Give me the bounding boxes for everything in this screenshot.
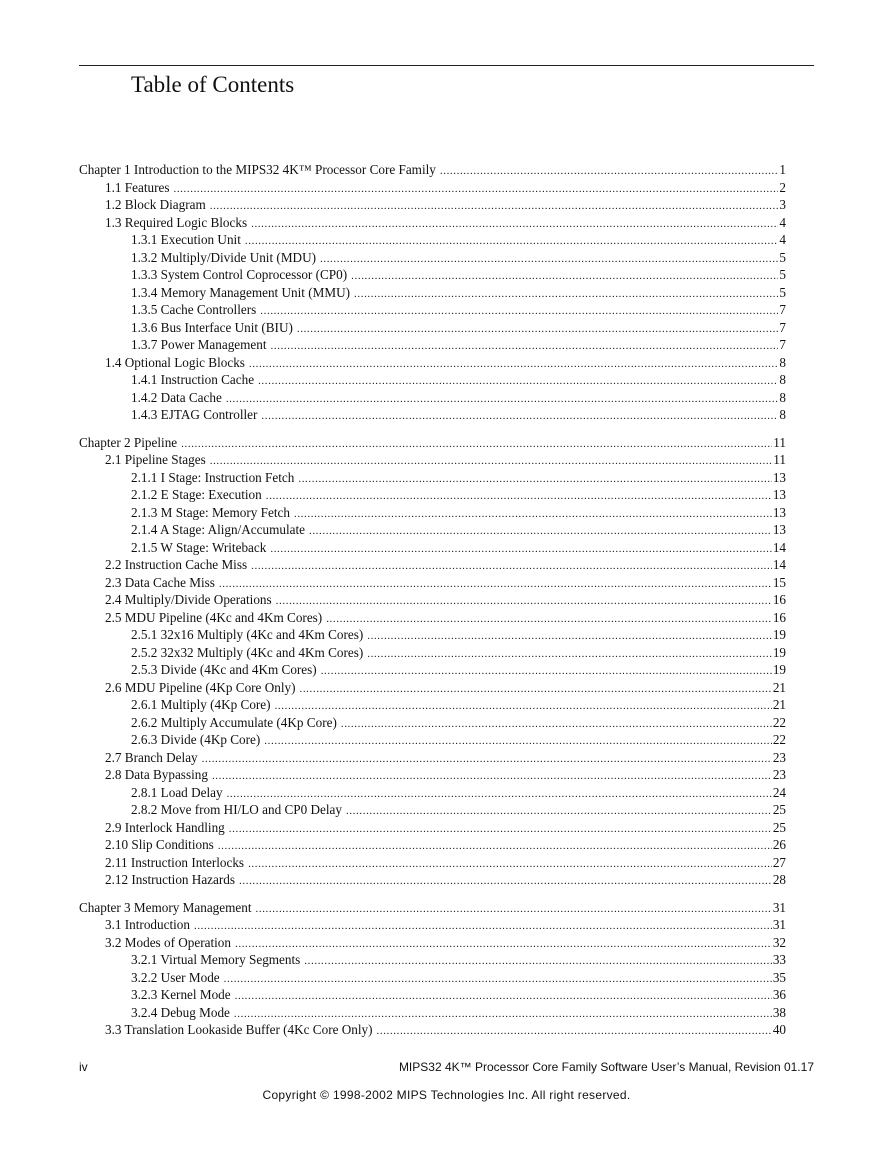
toc-entry-page: 13	[772, 487, 786, 502]
toc-section-entry[interactable]	[79, 504, 786, 522]
toc-entry-page: 21	[772, 679, 786, 695]
toc-entry-page: 25	[772, 802, 786, 817]
toc-dot-leader	[351, 268, 778, 286]
toc-section-entry[interactable]	[79, 836, 786, 854]
toc-entry-page: 8	[779, 389, 786, 405]
toc-section-entry[interactable]	[79, 1004, 786, 1022]
toc-section-entry[interactable]	[79, 801, 786, 819]
toc-entry-page: 14	[772, 539, 786, 555]
toc-entry-title: 1.3.5 Cache Controllers	[131, 302, 257, 317]
toc-entry-page: 11	[773, 452, 786, 467]
toc-entry-page: 24	[772, 784, 786, 800]
toc-entry-page: 33	[772, 952, 786, 967]
toc-dot-leader	[321, 663, 772, 681]
toc-dot-leader	[271, 338, 779, 356]
toc-entry-title: 2.7 Branch Delay	[105, 749, 198, 765]
toc-section-entry[interactable]	[79, 696, 786, 714]
toc-section-entry[interactable]	[79, 731, 786, 749]
toc-entry-title: 2.1.5 W Stage: Writeback	[131, 539, 267, 555]
toc-dot-leader	[264, 733, 772, 751]
toc-entry-page: 27	[772, 854, 786, 870]
toc-dot-leader	[297, 321, 779, 339]
toc-entry-title: 3.2.2 User Mode	[131, 969, 220, 985]
toc-dot-leader	[251, 216, 778, 234]
toc-entry-title: 1.3.7 Power Management	[131, 337, 267, 352]
toc-section-entry[interactable]	[79, 766, 786, 784]
toc-section-entry[interactable]	[79, 951, 786, 969]
toc-entry-title: 3.2.3 Kernel Mode	[131, 987, 231, 1002]
toc-entry-page: 3	[779, 197, 786, 212]
toc-dot-leader	[440, 163, 779, 181]
toc-entry-title: 1.4.1 Instruction Cache	[131, 372, 255, 387]
toc-section-entry[interactable]	[79, 354, 786, 372]
toc-dot-leader	[261, 408, 778, 426]
toc-section-entry[interactable]	[79, 934, 786, 952]
toc-entry-title: 2.10 Slip Conditions	[105, 837, 214, 852]
toc-entry-title: Chapter 2 Pipeline	[79, 434, 178, 450]
toc-entry-page: 13	[772, 522, 786, 537]
toc-section-entry[interactable]	[79, 969, 786, 987]
toc-entry-page: 1	[779, 162, 786, 177]
toc-entry-title: 2.1.4 A Stage: Align/Accumulate	[131, 522, 305, 537]
toc-entry-page: 8	[779, 354, 786, 370]
toc-section-entry[interactable]	[79, 819, 786, 837]
toc-dot-leader	[256, 901, 772, 919]
toc-entry-page: 8	[779, 407, 786, 422]
toc-section-entry[interactable]	[79, 539, 786, 557]
toc-entry-title: Chapter 1 Introduction to the MIPS32 4K™ Processor Core Family	[79, 162, 436, 177]
toc-dot-leader	[341, 716, 772, 734]
toc-entry-page: 26	[772, 837, 786, 852]
toc-dot-leader	[239, 873, 772, 891]
toc-section-entry[interactable]	[79, 679, 786, 697]
toc-chapter-entry[interactable]	[79, 434, 786, 452]
toc-dot-leader	[258, 373, 778, 391]
toc-entry-page: 19	[772, 662, 786, 677]
toc-entry-title: 3.1 Introduction	[105, 917, 190, 932]
toc-dot-leader	[229, 821, 772, 839]
toc-entry-title: 2.3 Data Cache Miss	[105, 574, 215, 590]
toc-entry-title: 2.1 Pipeline Stages	[105, 452, 206, 467]
toc-section-entry[interactable]	[79, 336, 786, 354]
toc-entry-page: 5	[779, 249, 786, 265]
toc-entry-title: 2.12 Instruction Hazards	[105, 872, 236, 887]
toc-entry-page: 22	[772, 714, 786, 730]
toc-dot-leader	[245, 233, 779, 251]
toc-section-entry[interactable]	[79, 214, 786, 232]
toc-dot-leader	[377, 1023, 772, 1041]
toc-entry-title: 1.3 Required Logic Blocks	[105, 214, 248, 230]
toc-entry-page: 5	[779, 284, 786, 300]
toc-section-entry[interactable]	[79, 556, 786, 574]
toc-dot-leader	[326, 611, 772, 629]
toc-dot-leader	[276, 593, 772, 611]
toc-section-entry[interactable]	[79, 591, 786, 609]
toc-entry-title: 1.3.2 Multiply/Divide Unit (MDU)	[131, 249, 316, 265]
toc-dot-leader	[235, 936, 772, 954]
toc-section-entry[interactable]	[79, 249, 786, 267]
toc-dot-leader	[346, 803, 772, 821]
toc-entry-page: 16	[772, 592, 786, 607]
footer-manual-title: MIPS32 4K™ Processor Core Family Software User’s Manual, Revision 01.17	[398, 1060, 814, 1074]
toc-dot-leader	[294, 506, 772, 524]
toc-entry-page: 4	[779, 214, 786, 230]
toc-entry-title: 2.6.3 Divide (4Kp Core)	[131, 732, 261, 747]
toc-section-entry[interactable]	[79, 389, 786, 407]
toc-dot-leader	[248, 856, 772, 874]
toc-section-entry[interactable]	[79, 986, 786, 1004]
toc-entry-page: 40	[772, 1022, 786, 1037]
toc-dot-leader	[270, 541, 771, 559]
toc-entry-title: Chapter 3 Memory Management	[79, 899, 252, 915]
toc-section-entry[interactable]	[79, 609, 786, 627]
toc-entry-title: 2.1.3 M Stage: Memory Fetch	[131, 504, 290, 520]
toc-entry-title: 1.2 Block Diagram	[105, 197, 206, 212]
toc-dot-leader	[210, 198, 779, 216]
toc-entry-title: 2.1.1 I Stage: Instruction Fetch	[131, 469, 295, 485]
toc-section-entry[interactable]	[79, 301, 786, 319]
toc-dot-leader	[309, 523, 772, 541]
toc-section-entry[interactable]	[79, 749, 786, 767]
toc-dot-leader	[226, 391, 779, 409]
toc-entry-title: 2.6.1 Multiply (4Kp Core)	[131, 697, 271, 712]
page-title: Table of Contents	[131, 72, 295, 97]
toc-entry-page: 23	[772, 749, 786, 765]
toc-entry-title: 1.4.2 Data Cache	[131, 389, 222, 405]
toc-dot-leader	[235, 988, 772, 1006]
toc-section-entry[interactable]	[79, 469, 786, 487]
toc-dot-leader	[367, 646, 772, 664]
toc-entry-page: 19	[772, 627, 786, 642]
toc-dot-leader	[266, 488, 772, 506]
toc-entry-title: 1.1 Features	[105, 179, 170, 195]
toc-entry-title: 1.4.3 EJTAG Controller	[131, 407, 258, 422]
toc-dot-leader	[299, 681, 771, 699]
toc-entry-title: 2.11 Instruction Interlocks	[105, 854, 245, 870]
toc-section-entry[interactable]	[79, 854, 786, 872]
toc-dot-leader	[320, 251, 778, 269]
footer-copyright: Copyright © 1998-2002 MIPS Technologies Inc. All right reserved.	[262, 1088, 631, 1102]
toc-entry-page: 4	[779, 232, 786, 247]
toc-dot-leader	[202, 751, 772, 769]
toc-section-entry[interactable]	[79, 916, 786, 934]
toc-dot-leader	[298, 471, 771, 489]
toc-entry-title: 2.8 Data Bypassing	[105, 767, 208, 782]
toc-section-entry[interactable]	[79, 371, 786, 389]
toc-section-entry[interactable]	[79, 644, 786, 662]
toc-entry-page: 14	[772, 557, 786, 572]
toc-entry-title: 3.2.1 Virtual Memory Segments	[131, 952, 301, 967]
toc-section-entry[interactable]	[79, 486, 786, 504]
toc-entry-page: 16	[772, 609, 786, 625]
toc-entry-page: 22	[772, 732, 786, 747]
toc-entry-page: 19	[772, 644, 786, 660]
toc-entry-page: 35	[772, 969, 786, 985]
toc-section-entry[interactable]	[79, 574, 786, 592]
footer-page-number: iv	[79, 1060, 88, 1074]
toc-section-entry[interactable]	[79, 319, 786, 337]
toc-section-entry[interactable]	[79, 284, 786, 302]
toc-entry-title: 2.6 MDU Pipeline (4Kp Core Only)	[105, 679, 296, 695]
toc-dot-leader	[194, 918, 772, 936]
toc-dot-leader	[304, 953, 772, 971]
toc-dot-leader	[173, 181, 778, 199]
toc-section-entry[interactable]	[79, 451, 786, 469]
toc-chapter-entry[interactable]	[79, 161, 786, 179]
toc-entry-title: 2.5 MDU Pipeline (4Kc and 4Km Cores)	[105, 609, 323, 625]
toc-entry-title: 3.2 Modes of Operation	[105, 934, 231, 950]
toc-entry-page: 2	[779, 179, 786, 195]
toc-entry-title: 2.5.1 32x16 Multiply (4Kc and 4Km Cores)	[131, 627, 364, 642]
toc-section-entry[interactable]	[79, 406, 786, 424]
toc-list	[79, 161, 786, 1039]
toc-entry-title: 1.3.3 System Control Coprocessor (CP0)	[131, 267, 348, 282]
toc-section-entry[interactable]	[79, 626, 786, 644]
toc-entry-title: 1.3.4 Memory Management Unit (MMU)	[131, 284, 351, 300]
toc-entry-title: 1.3.6 Bus Interface Unit (BIU)	[131, 319, 293, 335]
header-rule	[79, 65, 814, 66]
toc-entry-page: 23	[772, 767, 786, 782]
toc-dot-leader	[249, 356, 778, 374]
toc-section-entry[interactable]	[79, 714, 786, 732]
toc-entry-title: 2.4 Multiply/Divide Operations	[105, 592, 272, 607]
toc-entry-title: 2.8.2 Move from HI/LO and CP0 Delay	[131, 802, 342, 817]
toc-entry-title: 2.5.3 Divide (4Kc and 4Km Cores)	[131, 662, 317, 677]
toc-section-entry[interactable]	[79, 871, 786, 889]
toc-section-entry[interactable]	[79, 196, 786, 214]
toc-entry-page: 7	[779, 319, 786, 335]
toc-dot-leader	[219, 576, 772, 594]
toc-dot-leader	[218, 838, 772, 856]
toc-entry-page: 36	[772, 987, 786, 1002]
toc-entry-page: 15	[772, 574, 786, 590]
toc-dot-leader	[260, 303, 778, 321]
toc-entry-title: 2.5.2 32x32 Multiply (4Kc and 4Km Cores)	[131, 644, 364, 660]
toc-section-entry[interactable]	[79, 661, 786, 679]
toc-entry-page: 28	[772, 872, 786, 887]
toc-section-entry[interactable]	[79, 1021, 786, 1039]
toc-entry-title: 2.6.2 Multiply Accumulate (4Kp Core)	[131, 714, 337, 730]
toc-entry-page: 38	[772, 1004, 786, 1020]
toc-entry-page: 13	[772, 469, 786, 485]
toc-entry-page: 32	[772, 934, 786, 950]
toc-entry-title: 1.4 Optional Logic Blocks	[105, 354, 245, 370]
toc-dot-leader	[212, 768, 772, 786]
toc-dot-leader	[275, 698, 772, 716]
toc-entry-page: 7	[779, 337, 786, 352]
toc-chapter-entry[interactable]	[79, 899, 786, 917]
toc-entry-title: 2.1.2 E Stage: Execution	[131, 487, 262, 502]
toc-entry-page: 21	[772, 697, 786, 712]
toc-section-entry[interactable]	[79, 266, 786, 284]
toc-section-entry[interactable]	[79, 231, 786, 249]
toc-entry-page: 11	[773, 434, 786, 450]
toc-entry-page: 31	[772, 917, 786, 932]
toc-entry-page: 31	[772, 899, 786, 915]
toc-entry-title: 2.2 Instruction Cache Miss	[105, 557, 248, 572]
toc-dot-leader	[181, 436, 772, 454]
toc-dot-leader	[354, 286, 778, 304]
toc-entry-page: 25	[772, 819, 786, 835]
toc-entry-page: 5	[779, 267, 786, 282]
toc-entry-title: 2.8.1 Load Delay	[131, 784, 223, 800]
toc-entry-page: 13	[772, 504, 786, 520]
toc-section-entry[interactable]	[79, 521, 786, 539]
toc-dot-leader	[367, 628, 772, 646]
toc-dot-leader	[251, 558, 772, 576]
toc-section-entry[interactable]	[79, 179, 786, 197]
toc-entry-page: 8	[779, 372, 786, 387]
toc-entry-title: 3.3 Translation Lookaside Buffer (4Kc Core Only)	[105, 1022, 373, 1037]
toc-entry-title: 2.9 Interlock Handling	[105, 819, 225, 835]
toc-section-entry[interactable]	[79, 784, 786, 802]
toc-entry-title: 3.2.4 Debug Mode	[131, 1004, 230, 1020]
toc-entry-page: 7	[779, 302, 786, 317]
toc-dot-leader	[224, 971, 772, 989]
toc-entry-title: 1.3.1 Execution Unit	[131, 232, 241, 247]
